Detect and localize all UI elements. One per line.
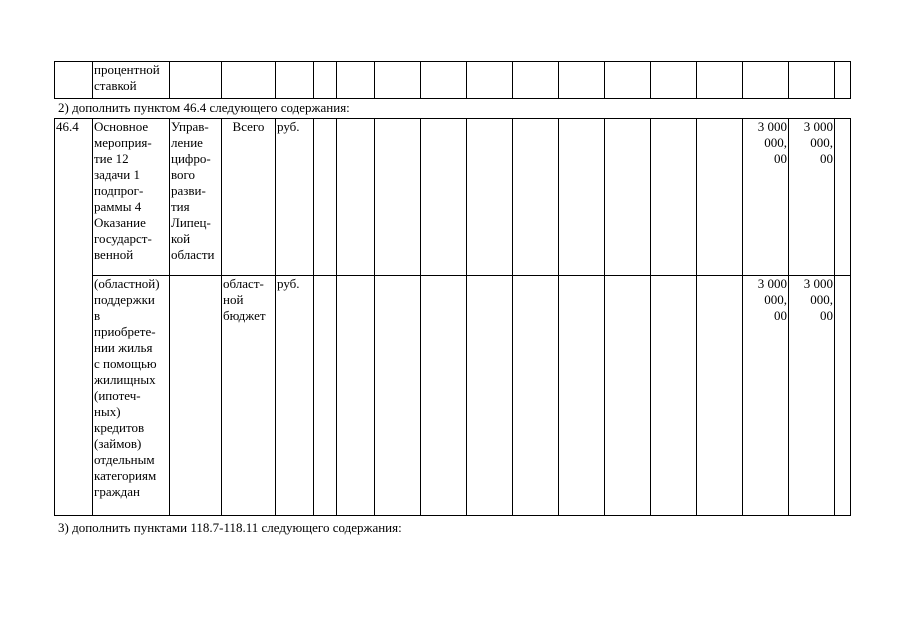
cell-number <box>55 62 93 99</box>
amendment-note: 3) дополнить пунктами 118.7-118.11 следующего содержания: <box>58 520 402 535</box>
table-row <box>55 119 851 276</box>
cell-number: 46.4 <box>55 119 93 516</box>
table-row <box>55 276 851 516</box>
cell-value <box>421 62 467 99</box>
cell-name: Основное мероприя- тие 12 задачи 1 подпрог- раммы 4 Оказание государст- венной <box>93 119 170 276</box>
cell-source: Всего <box>222 119 276 276</box>
cell-value <box>605 119 651 276</box>
cell-source <box>222 62 276 99</box>
cell-value <box>467 119 513 276</box>
cell-value <box>375 62 421 99</box>
cell-value <box>651 119 697 276</box>
cell-value-total: 3 000 000, 00 <box>789 119 835 276</box>
program-table-continuation <box>54 61 851 99</box>
cell-value <box>697 119 743 276</box>
cell-value <box>513 119 559 276</box>
cell-value <box>337 276 375 516</box>
cell-executor <box>170 62 222 99</box>
cell-value <box>314 276 337 516</box>
cell-value <box>835 119 851 276</box>
cell-value <box>697 276 743 516</box>
cell-value <box>467 62 513 99</box>
cell-value <box>467 276 513 516</box>
cell-unit: руб. <box>276 119 314 276</box>
cell-value <box>559 119 605 276</box>
cell-value <box>697 62 743 99</box>
cell-value-total: 3 000 000, 00 <box>743 119 789 276</box>
cell-value-total: 3 000 000, 00 <box>789 276 835 516</box>
cell-value <box>375 276 421 516</box>
cell-unit <box>276 62 314 99</box>
cell-value <box>421 276 467 516</box>
cell-value <box>835 276 851 516</box>
cell-value <box>337 62 375 99</box>
amendment-note: 2) дополнить пунктом 46.4 следующего содержания: <box>58 100 350 115</box>
cell-name: процентной ставкой <box>93 62 170 99</box>
cell-value <box>559 276 605 516</box>
cell-value <box>835 62 851 99</box>
cell-executor: Управ- ление цифро- вого разви- тия Липец- кой области <box>170 119 222 276</box>
cell-executor <box>170 276 222 516</box>
cell-value <box>421 119 467 276</box>
cell-value <box>314 62 337 99</box>
program-table-item-46-4 <box>54 118 851 516</box>
cell-source: област- ной бюджет <box>222 276 276 516</box>
cell-value <box>743 62 789 99</box>
cell-name: (областной) поддержки в приобрете- нии жилья с помощью жилищных (ипотеч- ных) кредитов (займов) отдельным категориям граждан <box>93 276 170 516</box>
table-row <box>55 62 851 99</box>
cell-value <box>605 62 651 99</box>
cell-value <box>605 276 651 516</box>
cell-value <box>513 276 559 516</box>
cell-value <box>651 276 697 516</box>
cell-unit: руб. <box>276 276 314 516</box>
cell-value <box>375 119 421 276</box>
cell-value <box>651 62 697 99</box>
cell-value <box>337 119 375 276</box>
cell-value-total: 3 000 000, 00 <box>743 276 789 516</box>
cell-value <box>314 119 337 276</box>
cell-value <box>513 62 559 99</box>
cell-value <box>789 62 835 99</box>
cell-value <box>559 62 605 99</box>
